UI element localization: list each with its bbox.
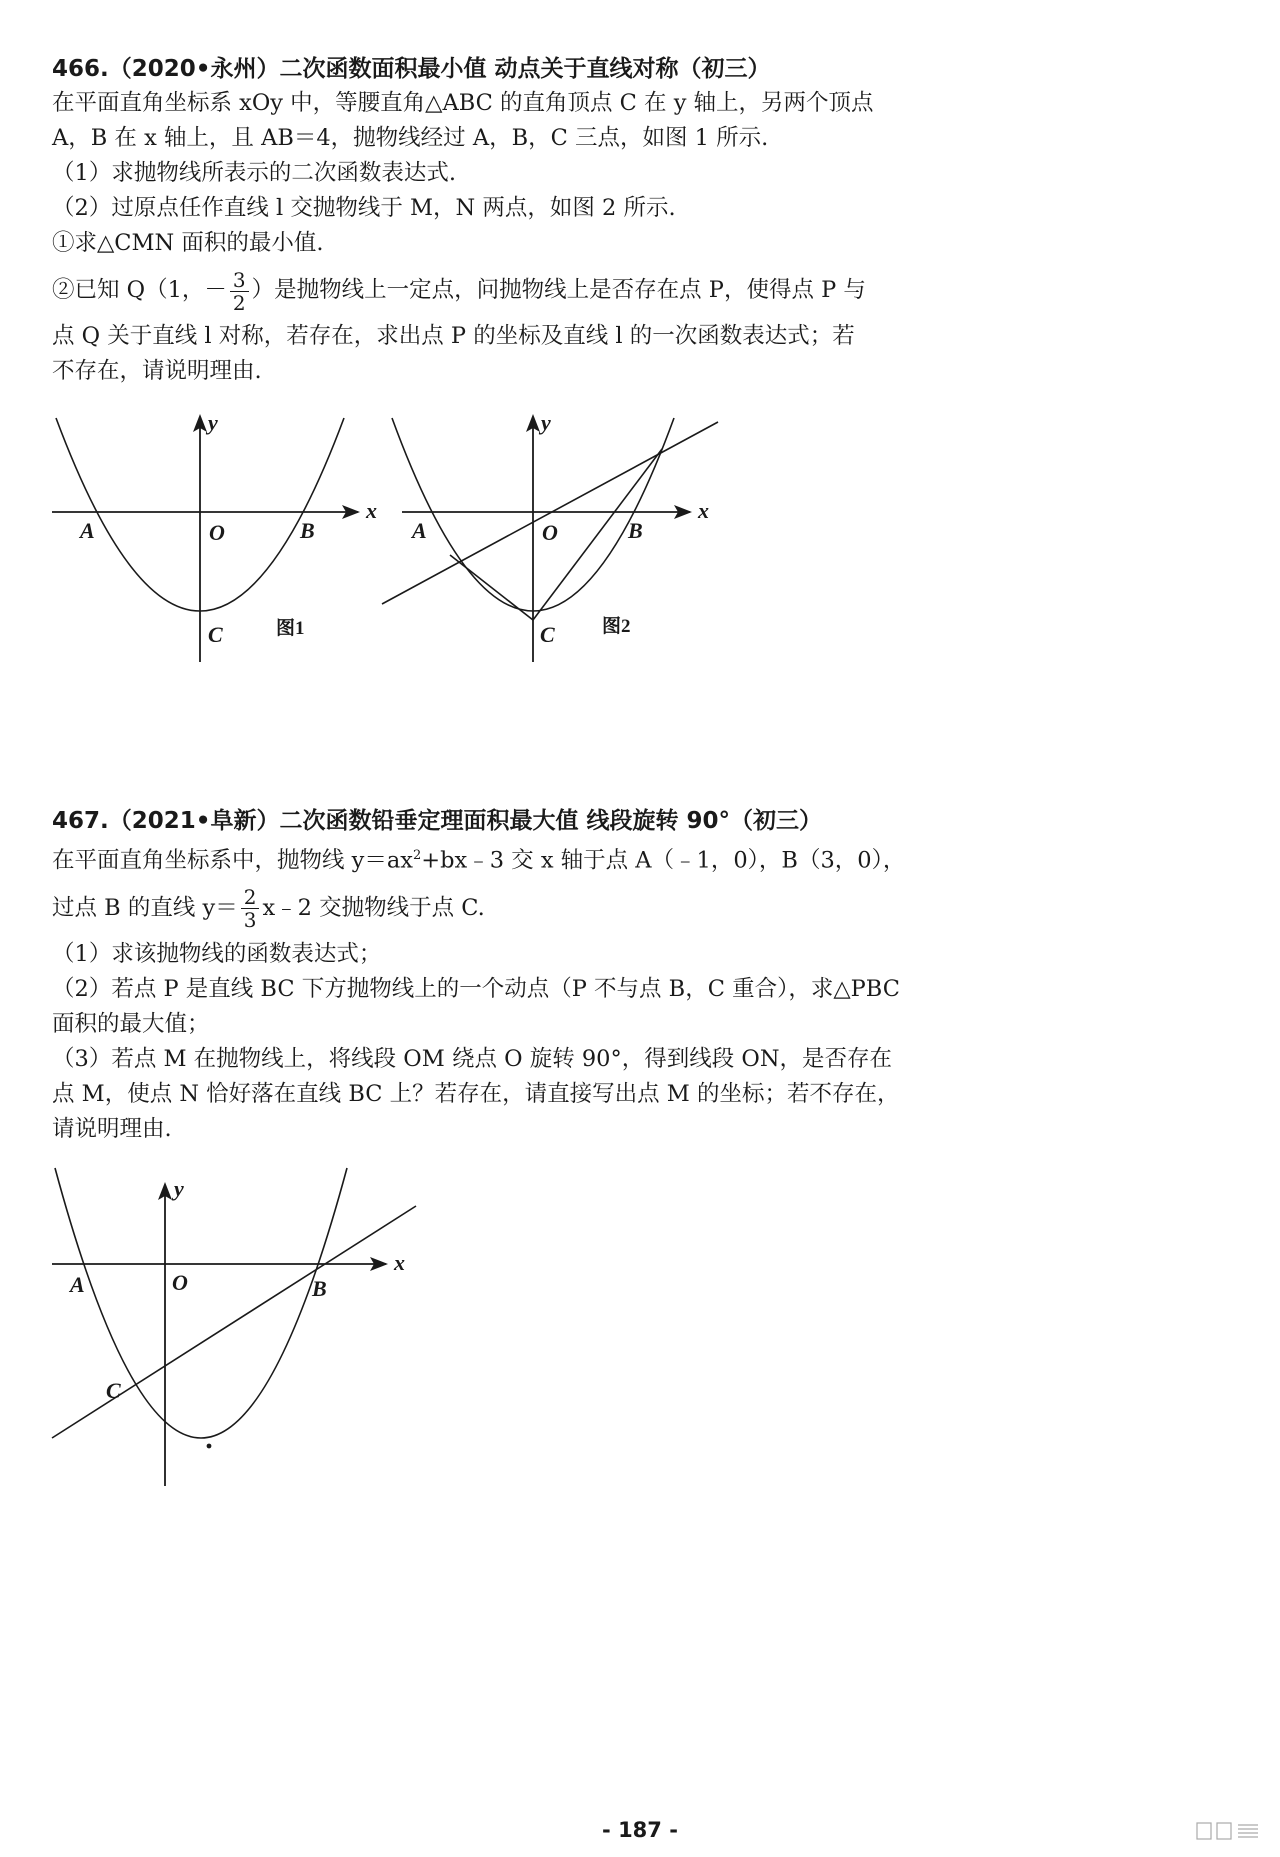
problem-466-q2b bbox=[52, 261, 1012, 319]
fig2-label-C: C bbox=[540, 622, 555, 647]
problem-467-q1: （1）求该抛物线的函数表达式； bbox=[52, 940, 382, 967]
fig467-label-B: B bbox=[312, 1276, 327, 1301]
problem-467-q3-line2: 点 M，使点 N 恰好落在直线 BC 上？若存在，请直接写出点 M 的坐标；若不存在， bbox=[52, 1080, 900, 1107]
fig2-caption: 图2 bbox=[602, 616, 631, 637]
line2-after: x﹣2 交抛物线于点 C. bbox=[262, 894, 485, 921]
problem-467-q2-line2: 面积的最大值； bbox=[52, 1010, 210, 1037]
problem-467 bbox=[52, 804, 1012, 1147]
fig2-label-y: y bbox=[541, 410, 551, 435]
fig2-segment-CM bbox=[450, 555, 533, 620]
fig467-label-A: A bbox=[70, 1272, 85, 1297]
problem-466-title: 466.（2020•永州）二次函数面积最小值 动点关于直线对称（初三） bbox=[52, 56, 771, 82]
fig467-line-BC bbox=[52, 1206, 416, 1438]
line1-after: +bx﹣3 交 x 轴于点 A（﹣1，0），B（3，0）， bbox=[421, 847, 906, 874]
fig1-caption: 图1 bbox=[276, 618, 305, 639]
figure-1 bbox=[40, 400, 380, 670]
page-number: - 187 - bbox=[602, 1818, 678, 1842]
line1-before: 在平面直角坐标系中，抛物线 y＝ax bbox=[52, 847, 413, 874]
fig2-label-x: x bbox=[698, 498, 709, 523]
problem-466-q2a: ①求△CMN 面积的最小值. bbox=[52, 230, 324, 256]
fig2-label-A: A bbox=[412, 518, 427, 543]
problem-466-line2: A，B 在 x 轴上，且 AB＝4，抛物线经过 A，B，C 三点，如图 1 所示. bbox=[52, 125, 769, 151]
fig1-label-C: C bbox=[208, 622, 223, 647]
fig467-label-x: x bbox=[394, 1250, 405, 1275]
problem-466-q2b-line3: 不存在，请说明理由. bbox=[52, 358, 262, 384]
problem-466-q1: （1）求抛物线所表示的二次函数表达式. bbox=[52, 160, 456, 186]
fig1-label-y: y bbox=[208, 410, 218, 435]
figure-2 bbox=[370, 400, 740, 670]
fraction-denominator: 3 bbox=[243, 908, 257, 932]
figure-467 bbox=[40, 1150, 440, 1500]
fig467-label-y: y bbox=[174, 1176, 184, 1201]
problem-466-line1: 在平面直角坐标系 xOy 中，等腰直角△ABC 的直角顶点 C 在 y 轴上，另两个顶点 bbox=[52, 90, 874, 116]
q2b-text-before: ②已知 Q（1，－ bbox=[52, 277, 227, 303]
fraction-two-thirds bbox=[241, 886, 260, 931]
fraction-numerator: 2 bbox=[241, 886, 260, 909]
fig467-label-C: C bbox=[106, 1378, 121, 1403]
superscript-2: 2 bbox=[412, 848, 422, 863]
fig467-vertex-dot bbox=[207, 1444, 212, 1449]
fig1-label-x: x bbox=[366, 498, 377, 523]
fraction-three-halves bbox=[230, 269, 249, 314]
problem-467-q3: （3）若点 M 在抛物线上，将线段 OM 绕点 O 旋转 90°，得到线段 ON，是否存在 bbox=[52, 1045, 893, 1072]
fig1-label-O: O bbox=[209, 520, 225, 545]
fig467-label-O: O bbox=[172, 1270, 188, 1295]
problem-466-q2: （2）过原点任作直线 l 交抛物线于 M，N 两点，如图 2 所示. bbox=[52, 195, 676, 221]
problem-466 bbox=[52, 52, 1012, 389]
line2-before: 过点 B 的直线 y＝ bbox=[52, 894, 238, 921]
fig1-label-B: B bbox=[300, 518, 315, 543]
watermark-toolbar-icon bbox=[1196, 1822, 1260, 1842]
problem-466-q2b-line2: 点 Q 关于直线 l 对称，若存在，求出点 P 的坐标及直线 l 的一次函数表达式；若 bbox=[52, 323, 855, 349]
fig467-parabola bbox=[55, 1168, 347, 1438]
problem-467-line1 bbox=[52, 838, 1012, 879]
problem-467-title: 467.（2021•阜新）二次函数铅垂定理面积最大值 线段旋转 90°（初三） bbox=[52, 808, 822, 834]
fig2-label-B: B bbox=[628, 518, 643, 543]
q2b-text-after: ）是抛物线上一定点，问抛物线上是否存在点 P，使得点 P 与 bbox=[251, 277, 866, 303]
fig2-label-O: O bbox=[542, 520, 558, 545]
fig1-label-A: A bbox=[80, 518, 95, 543]
problem-467-q3-line3: 请说明理由. bbox=[52, 1115, 172, 1142]
fraction-denominator: 2 bbox=[232, 290, 246, 315]
fraction-numerator: 3 bbox=[230, 269, 249, 292]
problem-467-q2: （2）若点 P 是直线 BC 下方抛物线上的一个动点（P 不与点 B，C 重合），求△PBC bbox=[52, 975, 900, 1002]
problem-467-line2 bbox=[52, 879, 1012, 937]
